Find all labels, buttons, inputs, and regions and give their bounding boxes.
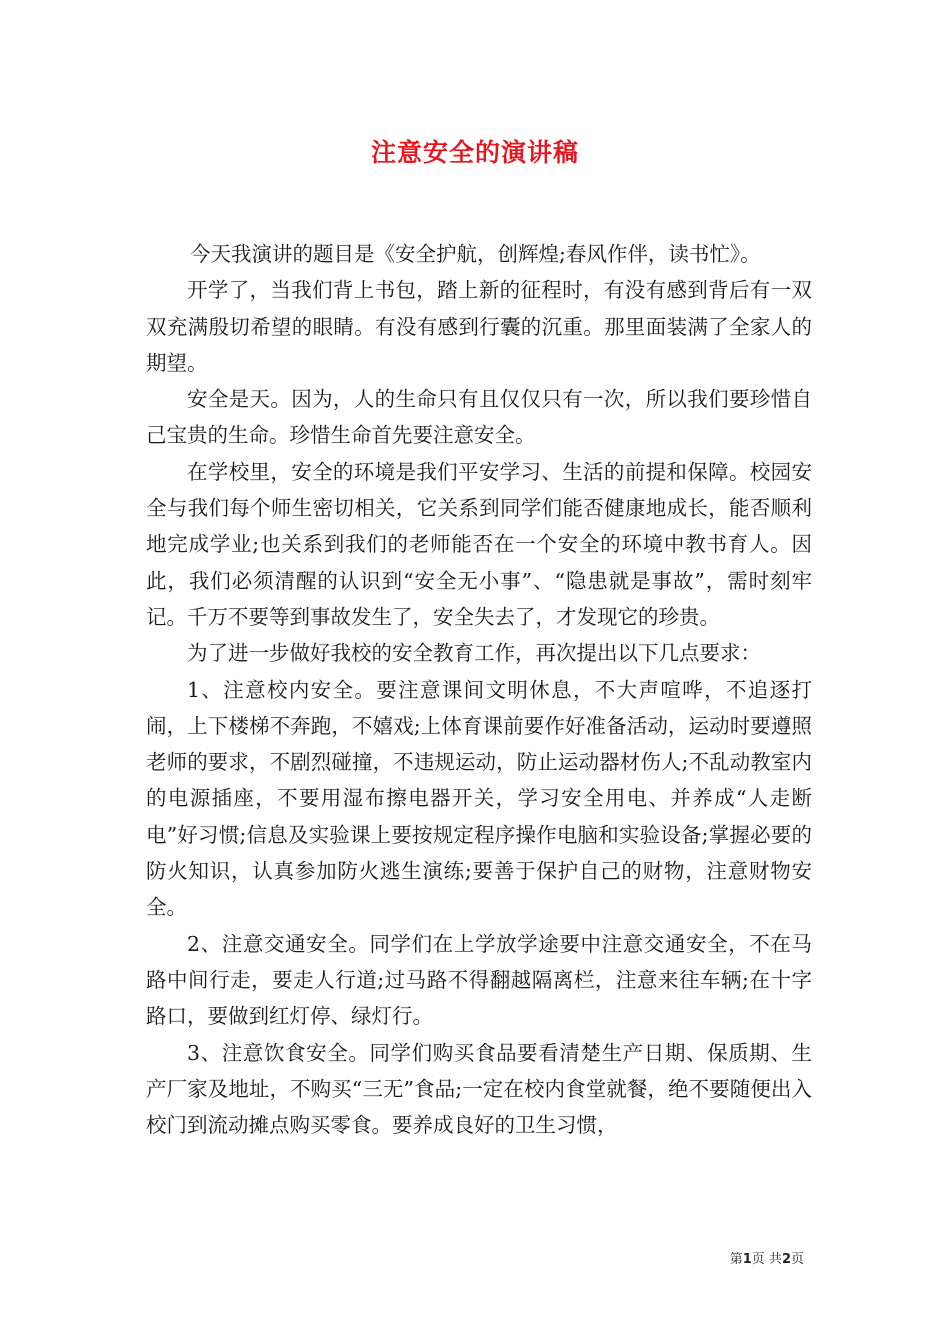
document-title: 注意安全的演讲稿 [370, 138, 579, 167]
paragraph: 在学校里，安全的环境是我们平安学习、生活的前提和保障。校园安全与我们每个师生密切相关，它关系到同学们能否健康地成长，能否顺利地完成学业;也关系到我们的老师能否在一个安全的环境中教书育人。因此，我们必须清醒的认识到“安全无小事”、“隐患就是事故”，需时刻牢记。千万不要等到事故发生了，安全失去了，才发现它的珍贵。 [146, 459, 812, 629]
paragraph: 2、注意交通安全。同学们在上学放学途要中注意交通安全，不在马路中间行走，要走人行道;过马路不得翻越隔离栏，注意来往车辆;在十字路口，要做到红灯停、绿灯行。 [146, 931, 812, 1029]
paragraph: 3、注意饮食安全。同学们购买食品要看清楚生产日期、保质期、生产厂家及地址，不购买“三无”食品;一定在校内食堂就餐，绝不要随便出入校门到流动摊点购买零食。要养成良好的卫生习惯， [146, 1040, 812, 1138]
total-pages-number: 2 [781, 1252, 791, 1267]
paragraph: 为了进一步做好我校的安全教育工作，再次提出以下几点要求： [187, 641, 761, 666]
paragraph: 开学了，当我们背上书包，踏上新的征程时，有没有感到背后有一双双充满殷切希望的眼睛。有没有感到行囊的沉重。那里面装满了全家人的期望。 [146, 278, 812, 375]
document-body [146, 236, 812, 1143]
current-page-number: 1 [742, 1252, 752, 1267]
paragraph: 1、注意校内安全。要注意课间文明休息，不大声喧哗，不追逐打闹，上下楼梯不奔跑，不嬉戏;上体育课前要作好准备活动，运动时要遵照老师的要求，不剧烈碰撞，不违规运动，防止运动器材伤人;不乱动教室内的电源插座，不要用湿布擦电器开关，学习安全用电、并养成“人走断电”好习惯;信息及实验课上要按规定程序操作电脑和实验设备;掌握必要的防火知识，认真参加防火逃生演练;要善于保护自己的财物，注意财物安全。 [146, 677, 812, 920]
page-number-footer [730, 1248, 804, 1267]
footer-prefix: 第 [729, 1252, 743, 1267]
paragraph: 安全是天。因为，人的生命只有且仅仅只有一次，所以我们要珍惜自己宝贵的生命。珍惜生命首先要注意安全。 [146, 387, 812, 448]
footer-suffix: 页 [790, 1252, 804, 1267]
paragraph: 今天我演讲的题目是《安全护航，创辉煌;春风作伴，读书忙》。 [190, 242, 761, 266]
footer-middle: 页 共 [751, 1252, 782, 1267]
